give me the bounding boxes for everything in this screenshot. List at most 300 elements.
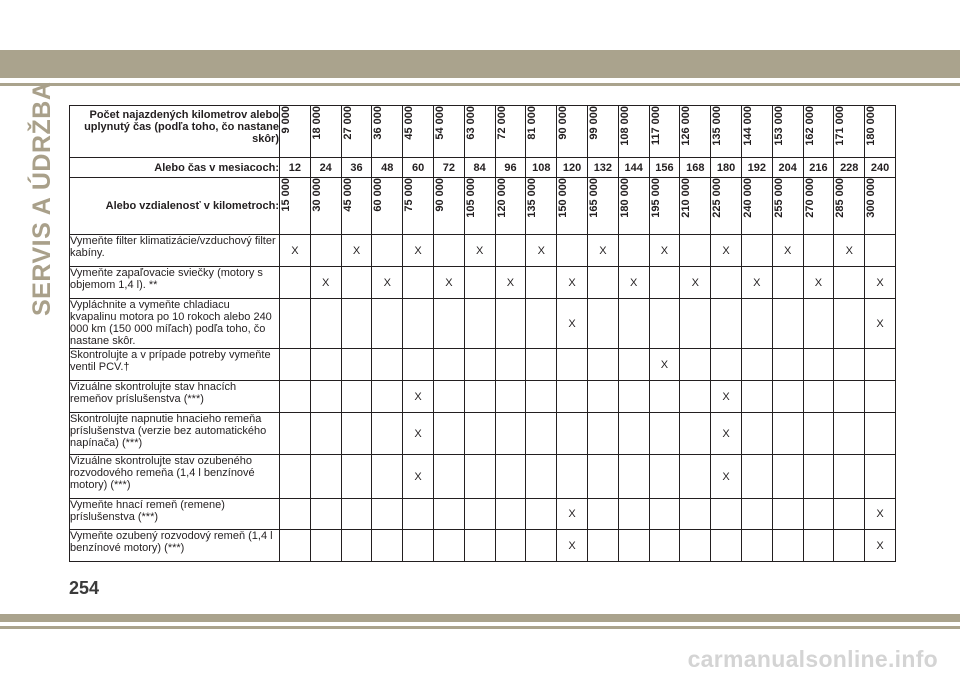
service-mark [495,455,526,499]
service-mark [772,299,803,349]
km-interval-value: 153 000 [772,106,785,146]
month-interval-value: 60 [403,158,434,178]
km-interval-cell [341,106,372,158]
service-mark: X [280,235,311,267]
km-interval-cell [464,106,495,158]
km-interval-cell [433,106,464,158]
service-mark [649,499,680,530]
service-mark [711,299,742,349]
service-mark [834,499,865,530]
service-mark [680,499,711,530]
service-mark [680,413,711,455]
distance-interval-value: 105 000 [464,178,477,218]
service-mark [618,499,649,530]
distance-interval-cell [741,178,772,235]
service-mark [372,235,403,267]
distance-interval-cell [403,178,434,235]
service-mark [803,381,834,413]
service-mark [341,413,372,455]
service-mark [403,349,434,381]
service-mark [526,530,557,562]
months-header-label: Alebo čas v mesiacoch: [70,158,280,178]
service-mark [587,349,618,381]
service-mark: X [865,530,896,562]
month-interval-value: 180 [711,158,742,178]
month-interval-value: 204 [772,158,803,178]
service-row [70,299,896,349]
service-mark: X [865,499,896,530]
service-mark [341,349,372,381]
km-interval-cell [711,106,742,158]
service-item-label: Vypláchnite a vymeňte chladiacu kvapalinu motora po 10 rokoch alebo 240 000 km (150 000 míľach) podľa toho, čo nastane skôr. [70,299,280,349]
service-mark [341,455,372,499]
distance-header-label: Alebo vzdialenosť v kilometroch: [70,178,280,235]
km-interval-value: 72 000 [495,106,508,140]
service-mark: X [772,235,803,267]
service-mark [772,499,803,530]
month-interval-value: 36 [341,158,372,178]
distance-interval-cell [280,178,311,235]
service-mark [341,267,372,299]
service-mark: X [526,235,557,267]
service-mark [372,499,403,530]
service-item-label: Skontrolujte napnutie hnacieho remeňa príslušenstva (verzie bez automatického napínača) (***) [70,413,280,455]
service-mark [834,299,865,349]
service-mark [711,349,742,381]
km-interval-value: 27 000 [341,106,354,140]
service-mark [649,413,680,455]
service-mark [526,381,557,413]
service-mark [680,299,711,349]
footer-rule [0,626,960,629]
service-mark: X [649,349,680,381]
service-mark [772,381,803,413]
month-interval-value: 84 [464,158,495,178]
km-interval-value: 9 000 [280,106,292,134]
service-mark [372,299,403,349]
km-interval-value: 117 000 [649,106,662,146]
distance-interval-cell [495,178,526,235]
distance-interval-value: 210 000 [680,178,693,218]
km-interval-cell [618,106,649,158]
service-mark [464,455,495,499]
km-interval-cell [372,106,403,158]
service-mark [372,530,403,562]
distance-row [70,178,896,235]
service-mark [495,499,526,530]
service-mark [310,381,341,413]
service-item-label: Vizuálne skontrolujte stav hnacích remeňov príslušenstva (***) [70,381,280,413]
service-mark [803,235,834,267]
km-interval-value: 54 000 [433,106,446,140]
service-mark: X [341,235,372,267]
service-mark [433,413,464,455]
service-mark [587,499,618,530]
distance-interval-value: 75 000 [403,178,416,212]
service-mark [464,267,495,299]
service-mark [526,267,557,299]
header-rule [0,83,960,86]
service-mark [618,381,649,413]
service-mark: X [403,235,434,267]
service-mark [526,499,557,530]
km-interval-value: 180 000 [865,106,878,146]
service-mark [680,381,711,413]
service-mark [803,499,834,530]
month-interval-value: 144 [618,158,649,178]
month-interval-value: 132 [587,158,618,178]
service-mark: X [403,381,434,413]
service-mark [711,267,742,299]
service-mark [464,499,495,530]
service-mark [280,530,311,562]
service-mark [280,299,311,349]
month-interval-value: 96 [495,158,526,178]
service-mark: X [865,299,896,349]
km-interval-value: 126 000 [680,106,693,146]
service-mark [772,455,803,499]
footer-band [0,614,960,622]
service-mark [680,235,711,267]
maintenance-schedule-table [69,105,896,562]
service-mark [372,381,403,413]
distance-interval-value: 30 000 [310,178,323,212]
service-mark [772,349,803,381]
km-header-label: Počet najazdených kilometrov alebo uplynutý čas (podľa toho, čo nastane skôr) [70,106,280,158]
service-mark [649,381,680,413]
distance-interval-value: 285 000 [834,178,847,218]
km-interval-cell [495,106,526,158]
distance-interval-value: 15 000 [280,178,292,212]
distance-interval-value: 300 000 [865,178,878,218]
service-mark [680,530,711,562]
service-mark: X [403,413,434,455]
service-item-label: Vymeňte filter klimatizácie/vzduchový filter kabíny. [70,235,280,267]
distance-interval-value: 120 000 [495,178,508,218]
service-mark [834,530,865,562]
service-mark [403,267,434,299]
service-mark [772,267,803,299]
service-mark [464,381,495,413]
service-mark [741,235,772,267]
service-mark [433,381,464,413]
service-mark [341,530,372,562]
distance-interval-value: 180 000 [618,178,631,218]
service-mark [680,455,711,499]
km-interval-cell [680,106,711,158]
service-row [70,530,896,562]
service-mark: X [711,235,742,267]
month-interval-value: 156 [649,158,680,178]
service-mark [803,455,834,499]
service-mark [834,349,865,381]
month-interval-value: 12 [280,158,311,178]
month-interval-value: 108 [526,158,557,178]
service-row [70,499,896,530]
distance-interval-cell [557,178,588,235]
service-mark [649,455,680,499]
service-mark [280,349,311,381]
service-mark [433,455,464,499]
km-interval-value: 135 000 [711,106,724,146]
service-mark [618,299,649,349]
service-mark [834,455,865,499]
month-interval-value: 216 [803,158,834,178]
service-mark [464,413,495,455]
service-mark [834,413,865,455]
service-mark [495,349,526,381]
distance-interval-value: 165 000 [587,178,600,218]
distance-interval-cell [803,178,834,235]
service-mark [865,381,896,413]
km-interval-value: 81 000 [526,106,539,140]
service-mark: X [711,413,742,455]
distance-interval-value: 270 000 [803,178,816,218]
service-row [70,381,896,413]
service-mark [741,499,772,530]
distance-interval-cell [526,178,557,235]
service-mark [310,349,341,381]
service-mark [280,267,311,299]
distance-interval-cell [341,178,372,235]
watermark-text: carmanualsonline.info [687,646,938,672]
km-interval-cell [649,106,680,158]
service-mark: X [557,267,588,299]
service-mark: X [310,267,341,299]
service-mark [557,349,588,381]
header-band [0,50,960,78]
service-mark [834,267,865,299]
service-mark [526,413,557,455]
service-mark [526,299,557,349]
service-mark: X [865,267,896,299]
distance-interval-value: 195 000 [649,178,662,218]
service-mark: X [680,267,711,299]
service-mark: X [495,267,526,299]
distance-interval-cell [464,178,495,235]
service-mark [587,455,618,499]
distance-interval-cell [618,178,649,235]
service-mark: X [711,455,742,499]
km-interval-cell [526,106,557,158]
km-interval-cell [310,106,341,158]
distance-interval-value: 60 000 [372,178,385,212]
distance-interval-cell [310,178,341,235]
service-mark [495,381,526,413]
service-mark [618,455,649,499]
service-mark: X [403,455,434,499]
km-interval-value: 18 000 [310,106,323,140]
service-mark [772,413,803,455]
service-item-label: Vizuálne skontrolujte stav ozubeného rozvodového remeňa (1,4 l benzínové motory) (***) [70,455,280,499]
service-mark [310,413,341,455]
service-row [70,235,896,267]
section-title: SERVIS A ÚDRŽBA [28,81,56,316]
km-interval-value: 108 000 [618,106,631,146]
distance-interval-cell [834,178,865,235]
service-mark [464,530,495,562]
service-mark: X [741,267,772,299]
service-mark [403,499,434,530]
service-mark [834,381,865,413]
service-mark: X [711,381,742,413]
service-item-label: Skontrolujte a v prípade potreby vymeňte ventil PCV.† [70,349,280,381]
service-row [70,267,896,299]
service-mark: X [433,267,464,299]
service-mark [310,299,341,349]
service-mark [803,349,834,381]
distance-interval-cell [711,178,742,235]
month-interval-value: 192 [741,158,772,178]
service-mark [587,381,618,413]
service-mark [711,530,742,562]
service-mark [557,381,588,413]
km-interval-value: 45 000 [403,106,416,140]
service-mark [803,413,834,455]
service-mark [310,530,341,562]
km-interval-value: 63 000 [464,106,477,140]
service-mark [803,530,834,562]
km-interval-cell [803,106,834,158]
distance-interval-cell [772,178,803,235]
service-mark [372,455,403,499]
service-item-label: Vymeňte hnací remeň (remene) príslušenstva (***) [70,499,280,530]
distance-interval-cell [433,178,464,235]
service-mark [741,349,772,381]
service-mark [433,349,464,381]
month-interval-value: 72 [433,158,464,178]
service-row [70,413,896,455]
km-interval-cell [403,106,434,158]
service-mark [587,267,618,299]
km-interval-cell [280,106,311,158]
service-mark [618,413,649,455]
service-mark [433,235,464,267]
service-mark [403,530,434,562]
service-mark [557,235,588,267]
service-row [70,349,896,381]
service-row [70,455,896,499]
service-mark [711,499,742,530]
km-interval-value: 171 000 [834,106,847,146]
service-mark [865,349,896,381]
service-mark [310,499,341,530]
month-interval-value: 120 [557,158,588,178]
service-mark: X [834,235,865,267]
km-header-row [70,106,896,158]
distance-interval-cell [649,178,680,235]
service-mark [526,349,557,381]
km-interval-cell [587,106,618,158]
service-mark [495,413,526,455]
service-mark [372,349,403,381]
km-interval-value: 90 000 [557,106,570,140]
month-interval-value: 240 [865,158,896,178]
service-mark [587,530,618,562]
service-mark [741,299,772,349]
service-mark [280,381,311,413]
service-mark [557,455,588,499]
distance-interval-value: 225 000 [711,178,724,218]
service-mark: X [649,235,680,267]
service-mark [495,530,526,562]
service-mark [464,299,495,349]
service-mark [280,499,311,530]
month-interval-value: 228 [834,158,865,178]
service-mark: X [587,235,618,267]
service-mark: X [557,499,588,530]
service-mark: X [372,267,403,299]
service-mark [310,455,341,499]
service-mark [433,530,464,562]
service-mark [495,299,526,349]
distance-interval-value: 240 000 [741,178,754,218]
distance-interval-value: 150 000 [557,178,570,218]
distance-interval-value: 135 000 [526,178,539,218]
distance-interval-cell [680,178,711,235]
service-mark [618,235,649,267]
km-interval-value: 144 000 [741,106,754,146]
service-mark [649,267,680,299]
service-item-label: Vymeňte ozubený rozvodový remeň (1,4 l benzínové motory) (***) [70,530,280,562]
service-mark [557,413,588,455]
distance-interval-cell [587,178,618,235]
service-mark [741,455,772,499]
distance-interval-value: 255 000 [772,178,785,218]
km-interval-cell [557,106,588,158]
service-mark: X [803,267,834,299]
service-mark [741,413,772,455]
km-interval-value: 36 000 [372,106,385,140]
service-mark [310,235,341,267]
month-interval-value: 168 [680,158,711,178]
service-mark [865,235,896,267]
service-mark [495,235,526,267]
service-mark [587,413,618,455]
distance-interval-cell [865,178,896,235]
distance-interval-value: 45 000 [341,178,354,212]
service-mark [464,349,495,381]
service-mark [649,299,680,349]
service-mark [341,499,372,530]
distance-interval-cell [372,178,403,235]
service-mark [865,413,896,455]
service-mark [865,455,896,499]
distance-interval-value: 90 000 [433,178,446,212]
service-mark: X [557,530,588,562]
service-mark [526,455,557,499]
service-mark [280,455,311,499]
service-mark: X [557,299,588,349]
km-interval-cell [865,106,896,158]
top-margin [0,0,960,50]
km-interval-cell [772,106,803,158]
service-mark: X [464,235,495,267]
service-mark [587,299,618,349]
km-interval-cell [834,106,865,158]
service-mark [433,499,464,530]
service-mark [341,381,372,413]
page-number: 254 [69,578,100,598]
service-mark [649,530,680,562]
service-mark [803,299,834,349]
service-mark [680,349,711,381]
km-interval-cell [741,106,772,158]
service-mark [403,299,434,349]
service-mark [618,349,649,381]
service-mark [433,299,464,349]
service-mark [741,381,772,413]
